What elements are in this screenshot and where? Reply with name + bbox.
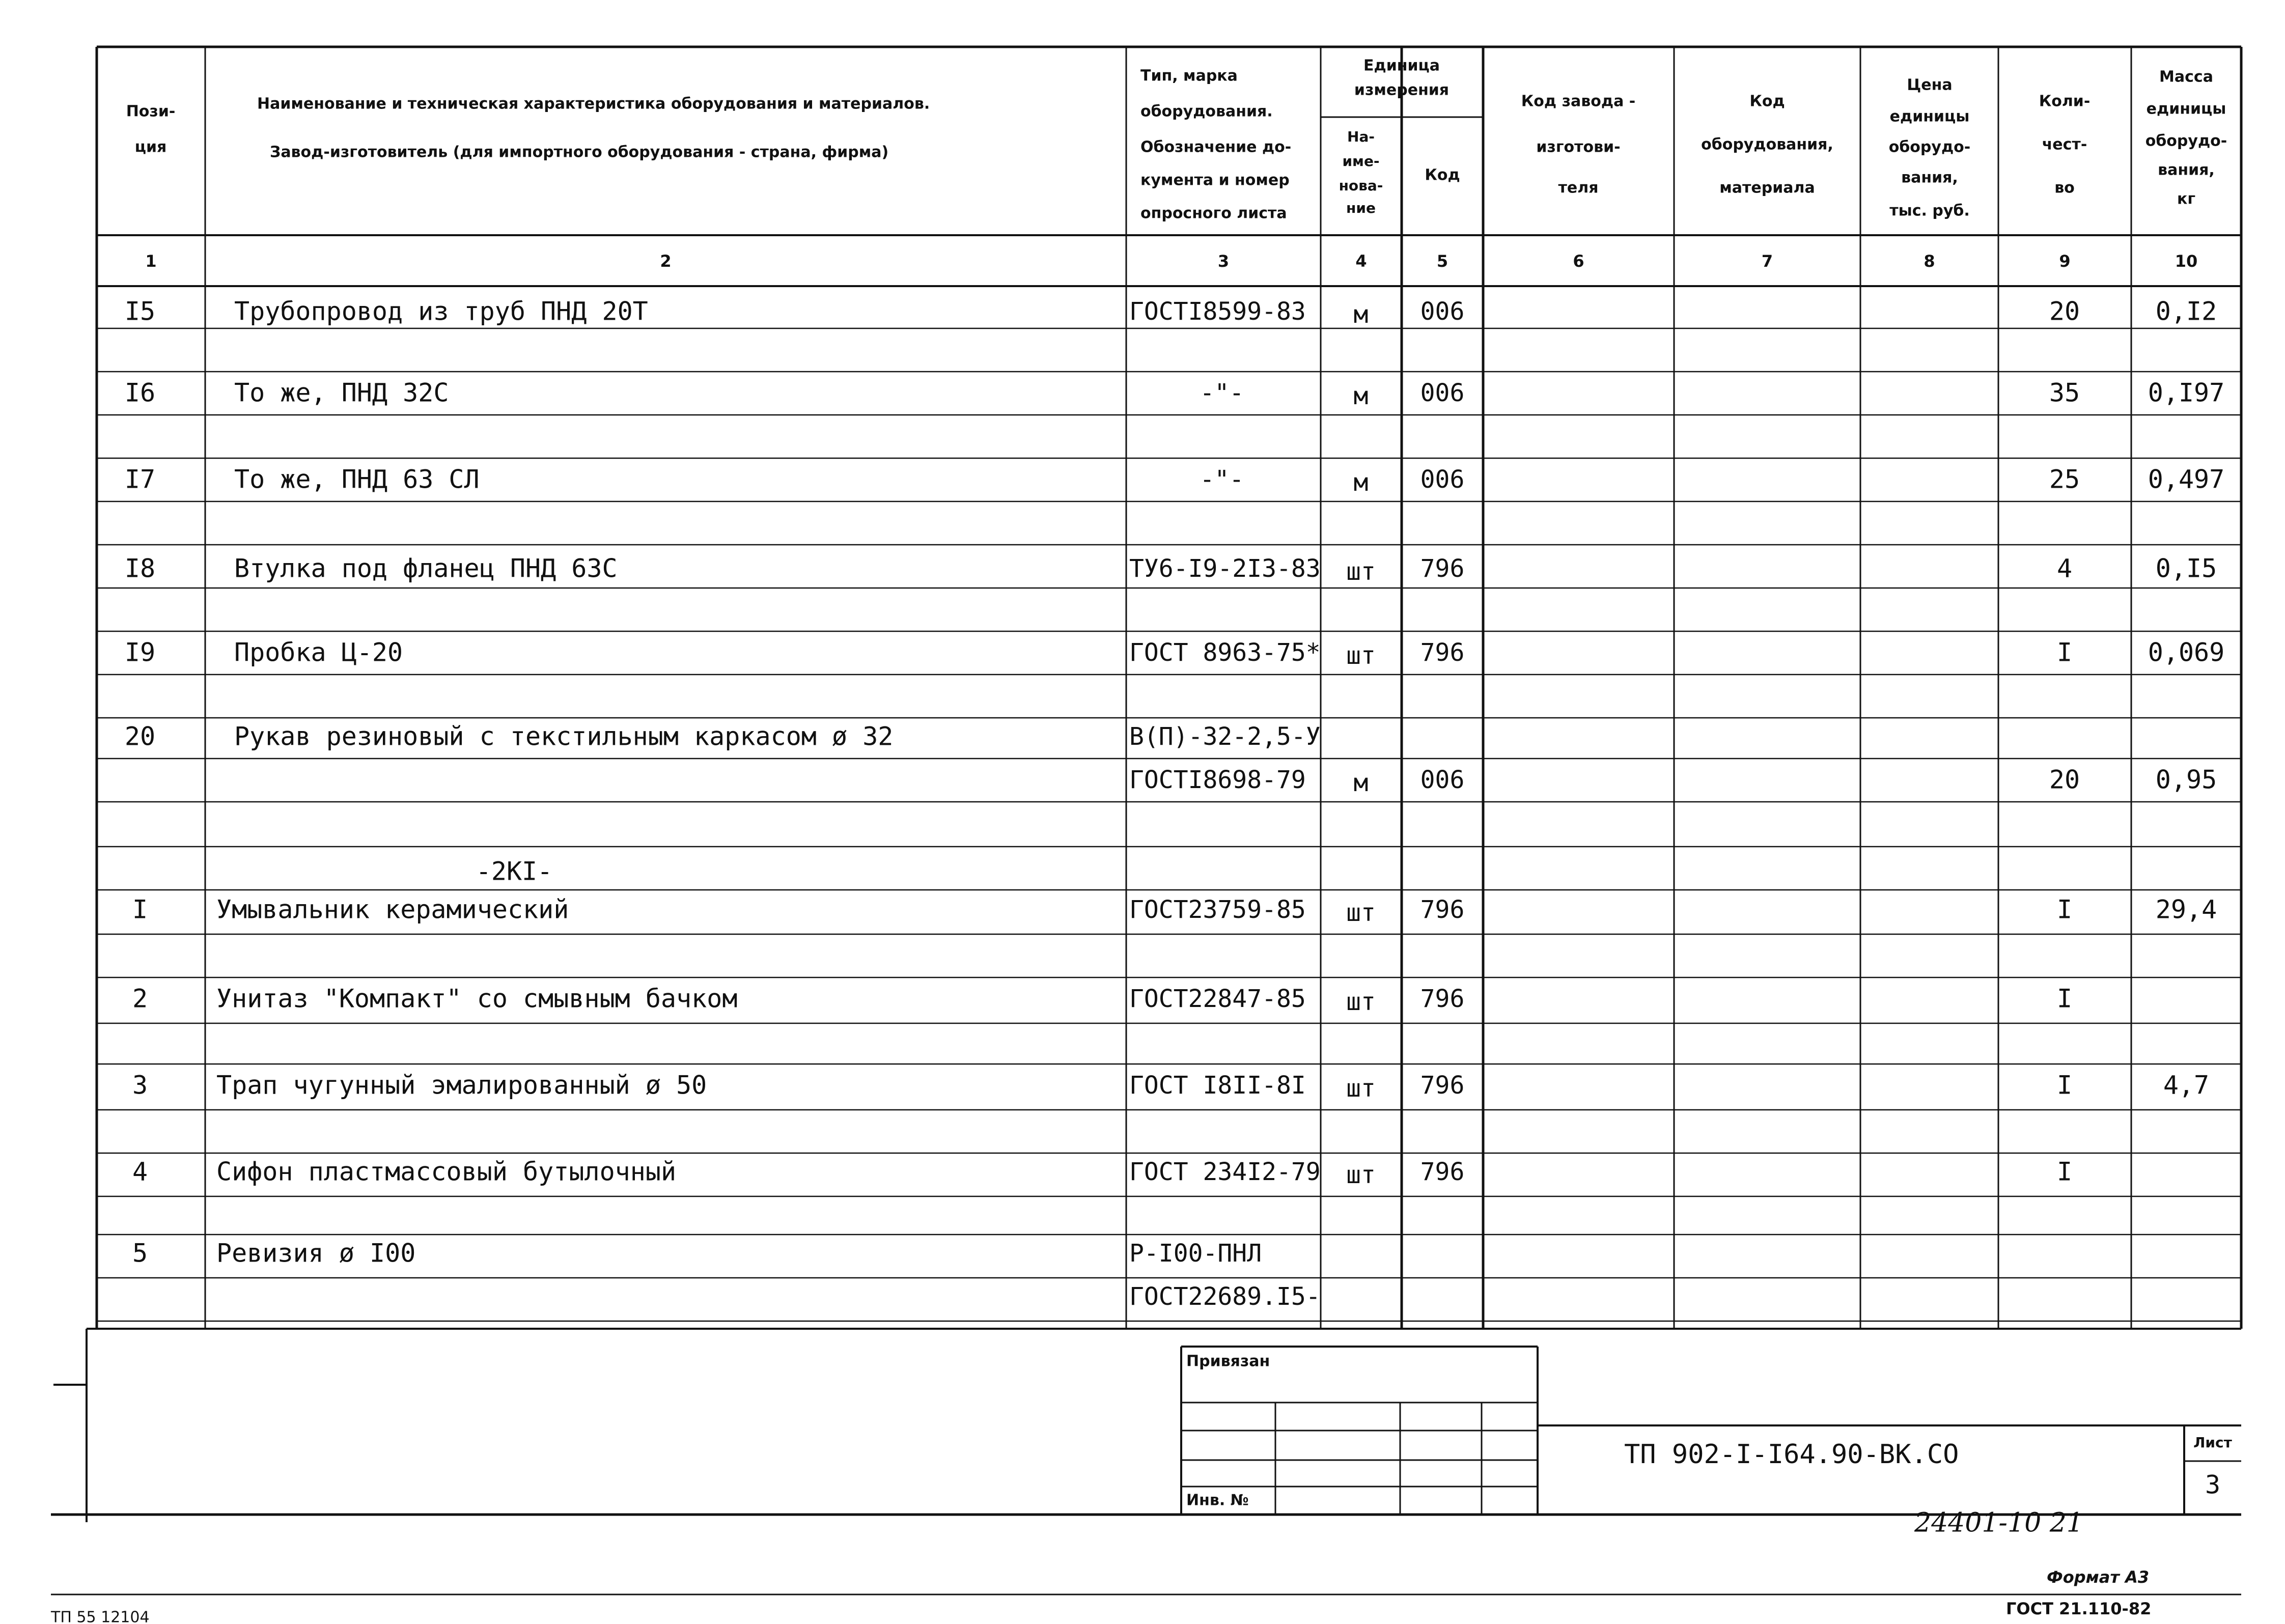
column-number: 8 xyxy=(1924,251,1935,271)
header-mass: оборудо- xyxy=(2145,132,2227,150)
header-position: Пози- xyxy=(126,102,176,121)
header-price: единицы xyxy=(1889,107,1970,126)
row-position: I xyxy=(132,894,148,925)
row-mass: 0,I5 xyxy=(2155,553,2217,583)
row-document: Р-I00-ПНЛ xyxy=(1129,1239,1262,1268)
column-number: 9 xyxy=(2059,251,2071,271)
row-position: I9 xyxy=(124,637,156,667)
header-factory-code: изготови- xyxy=(1536,138,1621,156)
row-quantity: 20 xyxy=(2049,296,2080,326)
header-type: оборудования. xyxy=(1140,102,1273,121)
header-quantity: во xyxy=(2054,179,2075,197)
column-number: 2 xyxy=(660,251,672,271)
row-position: I5 xyxy=(124,296,156,326)
header-factory-code: Код завода - xyxy=(1521,92,1636,110)
row-quantity: 20 xyxy=(2049,765,2080,795)
row-name: Унитаз "Компакт" со смывным бачком xyxy=(216,984,738,1014)
stamp-inventory-label: Инв. № xyxy=(1186,1491,1249,1509)
section-heading: -2КI- xyxy=(476,856,553,886)
header-unit-name: На- xyxy=(1347,128,1375,145)
row-unit: шт xyxy=(1346,557,1376,586)
column-number: 1 xyxy=(145,251,157,271)
row-quantity: I xyxy=(2056,894,2073,925)
header-equipment-code: оборудования, xyxy=(1701,135,1833,154)
sheet-number: 3 xyxy=(2205,1470,2221,1500)
document-designation: ТП 902-I-I64.90-ВК.СО xyxy=(1624,1439,1959,1470)
row-name: Сифон пластмассовый бутылочный xyxy=(216,1157,677,1187)
row-unit-code: 796 xyxy=(1420,985,1465,1013)
header-type: кумента и номер xyxy=(1140,171,1290,189)
row-unit-code: 006 xyxy=(1420,297,1465,326)
row-unit-code: 796 xyxy=(1420,895,1465,924)
header-position: ция xyxy=(134,138,167,156)
row-unit: м xyxy=(1353,769,1369,797)
row-unit-code: 006 xyxy=(1420,379,1465,407)
header-mass: единицы xyxy=(2146,100,2226,118)
row-document: ГОСТ22847-85 xyxy=(1129,985,1306,1013)
row-unit: м xyxy=(1353,468,1369,497)
row-unit-code: 796 xyxy=(1420,1071,1465,1100)
format-label: Формат А3 xyxy=(2047,1567,2150,1587)
row-name: Рукав резиновый с текстильным каркасом ø 32 xyxy=(234,721,894,751)
row-quantity: I xyxy=(2056,637,2073,667)
column-number: 4 xyxy=(1355,251,1367,271)
row-position: 3 xyxy=(132,1070,148,1100)
header-quantity: чест- xyxy=(2042,135,2087,154)
row-unit-code: 796 xyxy=(1420,1158,1465,1186)
row-mass: 0,I2 xyxy=(2155,296,2217,326)
row-unit-code: 796 xyxy=(1420,638,1465,667)
gost-label: ГОСТ 21.110-82 xyxy=(2006,1599,2152,1618)
row-quantity: I xyxy=(2056,1157,2073,1187)
row-document: ГОСТI8698-79 xyxy=(1129,766,1306,794)
column-number: 3 xyxy=(1217,251,1230,271)
row-quantity: I xyxy=(2056,1070,2073,1100)
row-document: ГОСТ23759-85 xyxy=(1129,895,1306,924)
header-mass: Масса xyxy=(2159,68,2213,86)
row-document: -"- xyxy=(1200,465,1244,494)
header-type: Обозначение до- xyxy=(1140,138,1292,156)
header-mass: кг xyxy=(2177,190,2196,208)
row-position: I7 xyxy=(124,464,156,494)
header-price: вания, xyxy=(1901,169,1958,187)
header-unit-name: име- xyxy=(1342,153,1380,170)
row-unit: шт xyxy=(1346,1161,1376,1189)
header-price: Цена xyxy=(1907,76,1953,94)
column-number: 10 xyxy=(2175,251,2198,271)
row-quantity: I xyxy=(2056,984,2073,1014)
row-unit: шт xyxy=(1346,988,1376,1016)
row-mass: 0,95 xyxy=(2155,765,2217,795)
row-mass: 0,497 xyxy=(2148,464,2225,494)
row-unit: шт xyxy=(1346,1074,1376,1103)
row-document: ГОСТ 8963-75* xyxy=(1129,638,1321,667)
header-unit-name: нова- xyxy=(1339,177,1383,194)
corner-code: ТП 55 12104 xyxy=(51,1608,150,1624)
header-unit-name: ние xyxy=(1346,200,1376,216)
row-quantity: 35 xyxy=(2049,378,2080,408)
header-price: оборудо- xyxy=(1888,138,1971,156)
row-name: То же, ПНД 32С xyxy=(234,378,449,408)
row-position: I6 xyxy=(124,378,156,408)
header-equipment-code: Код xyxy=(1749,92,1785,110)
header-name: Завод-изготовитель (для импортного оборудования - страна, фирма) xyxy=(270,143,889,161)
row-name: Втулка под фланец ПНД 63С xyxy=(234,553,618,583)
row-mass: 0,069 xyxy=(2148,637,2225,667)
row-unit-code: 796 xyxy=(1420,554,1465,583)
row-name: Ревизия ø I00 xyxy=(216,1238,416,1268)
row-document: -"- xyxy=(1200,379,1244,407)
row-name: Умывальник керамический xyxy=(216,894,569,925)
sheet-label: Лист xyxy=(2193,1434,2232,1451)
row-position: 20 xyxy=(124,721,156,751)
row-document: В(П)-32-2,5-У xyxy=(1129,722,1321,751)
handwritten-number: 24401-10 21 xyxy=(1914,1507,2083,1538)
header-equipment-code: материала xyxy=(1719,179,1815,197)
header-unit-code: Код xyxy=(1425,166,1460,184)
row-mass: 4,7 xyxy=(2163,1070,2210,1100)
column-number: 5 xyxy=(1436,251,1448,271)
row-unit: м xyxy=(1353,300,1369,329)
header-type: опросного листа xyxy=(1140,204,1287,222)
row-position: 2 xyxy=(132,984,148,1014)
header-mass: вания, xyxy=(2158,161,2215,179)
row-document: ГОСТI8599-83 xyxy=(1129,297,1306,326)
row-quantity: 25 xyxy=(2049,464,2080,494)
row-mass: 29,4 xyxy=(2155,894,2217,925)
row-name: Трубопровод из труб ПНД 20Т xyxy=(234,296,648,326)
row-unit: м xyxy=(1353,382,1369,410)
header-unit-group: измерения xyxy=(1354,81,1450,99)
header-factory-code: теля xyxy=(1558,179,1599,197)
header-type: Тип, марка xyxy=(1140,67,1238,85)
header-unit-group: Единица xyxy=(1363,57,1440,75)
column-number: 6 xyxy=(1573,251,1584,271)
table-grid xyxy=(51,47,2241,1594)
column-number: 7 xyxy=(1761,251,1773,271)
row-document: ГОСТ I8II-8I xyxy=(1129,1071,1306,1100)
header-quantity: Коли- xyxy=(2039,92,2091,110)
header-name: Наименование и техническая характеристика оборудования и материалов. xyxy=(257,95,930,113)
row-document: ГОСТ22689.I5- xyxy=(1129,1282,1321,1311)
row-name: Пробка Ц-20 xyxy=(234,637,403,667)
row-unit-code: 006 xyxy=(1420,465,1465,494)
row-unit-code: 006 xyxy=(1420,766,1465,794)
row-quantity: 4 xyxy=(2056,553,2073,583)
header-price: тыс. руб. xyxy=(1889,202,1970,220)
row-mass: 0,I97 xyxy=(2148,378,2225,408)
row-position: 5 xyxy=(132,1238,148,1268)
row-name: То же, ПНД 63 СЛ xyxy=(234,464,480,494)
row-document: ГОСТ 234I2-79 xyxy=(1129,1158,1321,1186)
row-unit: шт xyxy=(1346,899,1376,927)
row-position: 4 xyxy=(132,1157,148,1187)
row-document: ТУ6-I9-2I3-83 xyxy=(1129,554,1321,583)
row-unit: шт xyxy=(1346,641,1376,670)
row-name: Трап чугунный эмалированный ø 50 xyxy=(216,1070,707,1100)
row-position: I8 xyxy=(124,553,156,583)
stamp-attached-label: Привязан xyxy=(1186,1352,1270,1370)
